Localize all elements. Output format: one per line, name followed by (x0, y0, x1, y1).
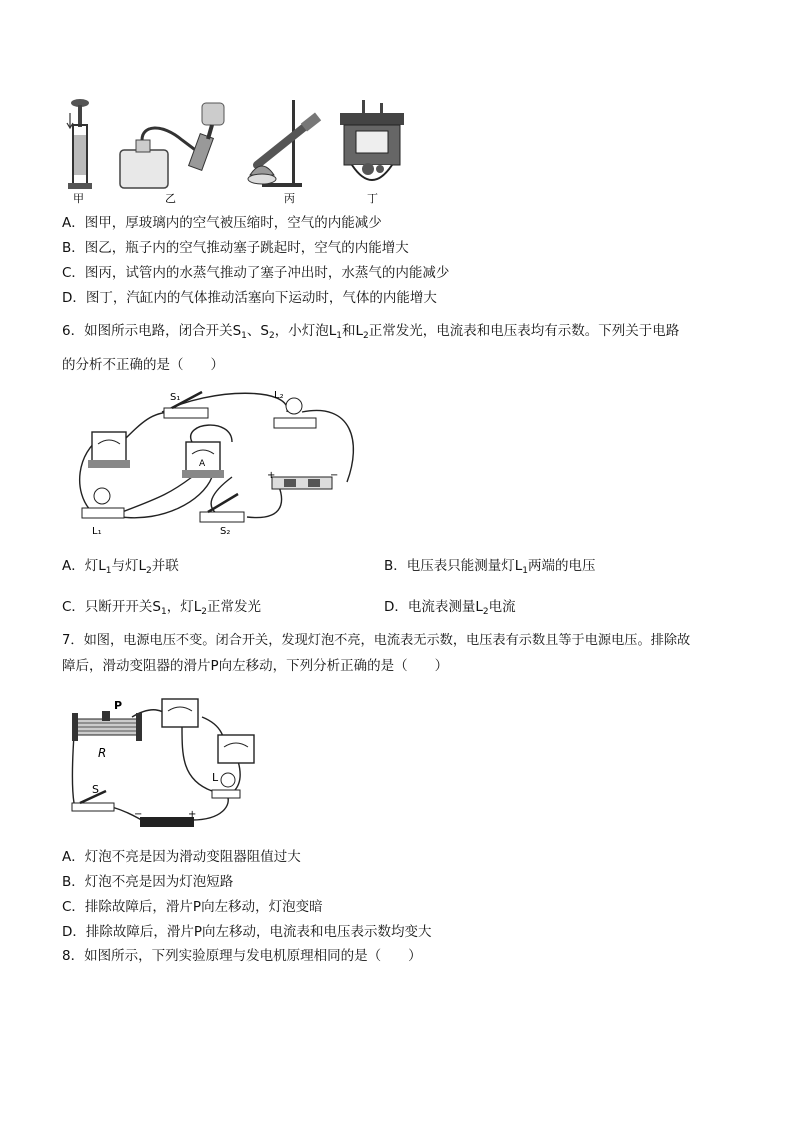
q6-stem-line1 (62, 322, 679, 345)
label-plus: + (267, 470, 276, 481)
q6-opt-part: 电流 (488, 599, 516, 615)
q6-opt-sub: 2 (146, 566, 152, 576)
figure-yi (120, 103, 224, 205)
bulb-l (212, 771, 240, 798)
figure-label-ding: 丁 (367, 192, 378, 205)
q6-stem-part: ，小灯泡L (274, 323, 337, 339)
q5-figures (62, 95, 422, 205)
label-minus: − (134, 809, 143, 820)
battery (267, 470, 338, 489)
label-a: A (199, 459, 206, 469)
label-r: R (98, 746, 107, 760)
q6-option-d (384, 598, 516, 621)
label-s2: S₂ (220, 526, 231, 537)
q7-option-b: B．灯泡不亮是因为灯泡短路 (62, 874, 234, 890)
q6-opt-part: 正常发光 (207, 599, 261, 615)
q7-circuit-figure (62, 695, 282, 835)
label-l: L (212, 771, 219, 784)
label-l2: L₂ (274, 390, 284, 401)
q6-circuit-figure (62, 382, 362, 542)
q6-option-a (62, 557, 179, 580)
switch-s (72, 783, 114, 811)
q6-opt-part: D．电流表测量L (384, 599, 483, 615)
q6-stem-part: 正常发光，电流表和电压表均有示数。下列关于电路 (368, 323, 680, 339)
q6-opt-sub: 1 (522, 566, 529, 576)
q7-option-c: C．排除故障后，滑片P向左移动，灯泡变暗 (62, 899, 323, 915)
voltmeter (218, 735, 254, 763)
q6-opt-part: 与灯L (111, 558, 147, 574)
q6-opt-part: 两端的电压 (528, 558, 596, 574)
switch-s1 (164, 392, 208, 418)
q6-stem-sub: 1 (336, 331, 342, 341)
q6-option-b (384, 557, 596, 580)
q6-opt-part: C．只断开开关S (62, 599, 161, 615)
q6-stem-sub: 1 (241, 331, 247, 341)
bulb-l2 (274, 390, 316, 428)
figure-jia (67, 99, 92, 205)
figure-bing (248, 100, 321, 205)
figure-label-bing: 丙 (284, 192, 295, 205)
q5-option-a: A．图甲，厚玻璃内的空气被压缩时，空气的内能减少 (62, 215, 382, 231)
label-plus: + (188, 809, 197, 820)
q6-stem-part: 6．如图所示电路，闭合开关S (62, 323, 242, 339)
label-s1: S₁ (170, 392, 181, 403)
q6-stem-sub: 2 (268, 331, 275, 341)
q6-stem-line2: 的分析不正确的是（ ） (62, 357, 224, 373)
label-l1: L₁ (92, 526, 102, 537)
rheostat-r (72, 699, 142, 760)
label-minus: − (330, 470, 339, 481)
q6-stem-part: 、S (246, 323, 269, 339)
q6-option-c (62, 598, 261, 621)
q6-opt-part: 并联 (151, 558, 179, 574)
label-p: P (114, 699, 123, 712)
figure-label-jia: 甲 (73, 192, 84, 205)
q5-option-d: D．图丁，汽缸内的气体推动活塞向下运动时，气体的内能增大 (62, 290, 437, 306)
q7-stem-line2: 障后，滑动变阻器的滑片P向左移动，下列分析正确的是（ ） (62, 658, 449, 674)
q7-option-d: D．排除故障后，滑片P向左移动，电流表和电压表示数均变大 (62, 924, 432, 940)
voltmeter (88, 432, 130, 468)
ammeter (162, 699, 198, 727)
switch-s2 (200, 494, 244, 537)
q6-opt-part: B．电压表只能测量灯L (384, 558, 523, 574)
q6-opt-part: ，灯L (166, 599, 202, 615)
q7-stem-line1: 7．如图，电源电压不变。闭合开关，发现灯泡不亮，电流表无示数，电压表有示数且等于电源电压。排除故 (62, 633, 691, 648)
battery (134, 809, 196, 827)
figure-label-yi: 乙 (165, 192, 176, 205)
q6-opt-sub: 1 (161, 607, 167, 617)
q6-opt-part: A．灯L (62, 558, 106, 574)
q8-stem: 8．如图所示，下列实验原理与发电机原理相同的是（ ） (62, 948, 422, 964)
q6-stem-part: 和L (341, 323, 364, 339)
q5-option-c: C．图丙，试管内的水蒸气推动了塞子冲出时，水蒸气的内能减少 (62, 265, 450, 281)
q5-option-b: B．图乙，瓶子内的空气推动塞子跳起时，空气的内能增大 (62, 240, 409, 256)
label-s: S (92, 783, 99, 796)
bulb-l1 (82, 488, 124, 537)
q6-opt-sub: 2 (201, 607, 207, 617)
q6-stem-sub: 2 (363, 331, 369, 341)
q6-opt-sub: 1 (105, 566, 112, 576)
figure-ding (340, 100, 404, 205)
q6-opt-sub: 2 (482, 607, 489, 617)
q7-option-a: A．灯泡不亮是因为滑动变阻器阻值过大 (62, 849, 301, 865)
ammeter (182, 442, 224, 478)
